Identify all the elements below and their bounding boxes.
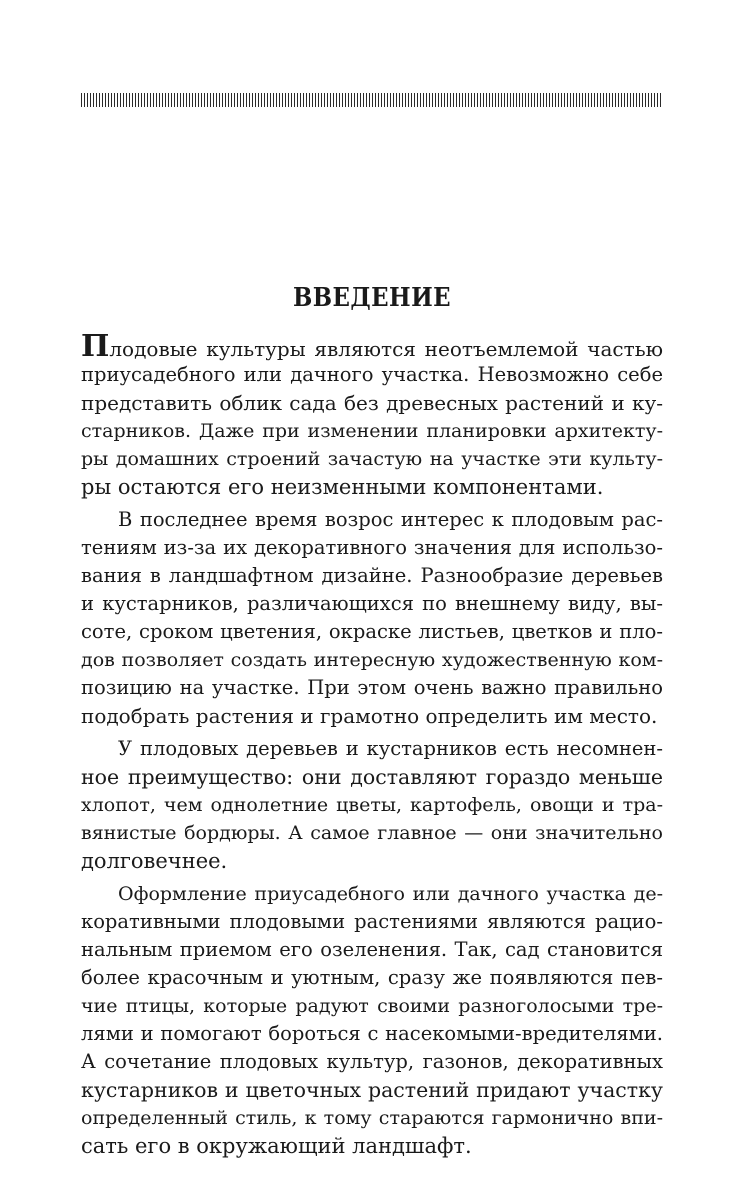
text-line: более красочным и уютным, сразу же появляются пев- bbox=[81, 966, 663, 989]
text-line: подобрать растения и грамотно определить им место. bbox=[81, 704, 658, 728]
text-line: дов позволяет создать интересную художественную ком- bbox=[81, 649, 663, 671]
text-line: приусадебного или дачного участка. Невозможно себе bbox=[81, 363, 663, 386]
text-line: Оформление приусадебного или дачного участка де- bbox=[118, 883, 663, 905]
text-line: старников. Даже при изменении планировки архитекту- bbox=[81, 420, 663, 442]
text-line: долговечнее. bbox=[81, 849, 228, 873]
text-line: У плодовых деревьев и кустарников есть несомнен- bbox=[118, 737, 663, 760]
chapter-title: ВВЕДЕНИЕ bbox=[292, 283, 452, 313]
paragraph-2 bbox=[81, 506, 663, 730]
text-line: ное преимущество: они доставляют гораздо меньше bbox=[81, 765, 663, 789]
paragraph-1 bbox=[81, 333, 663, 501]
drop-cap: П bbox=[81, 333, 110, 361]
text-line: сать его в окружающий ландшафт. bbox=[81, 1134, 472, 1158]
paragraph-4 bbox=[81, 880, 663, 1160]
text-line: Плодовые культуры являются неотъемлемой частью bbox=[81, 333, 663, 361]
text-line: вянистые бордюры. А самое главное — они значительно bbox=[81, 822, 663, 844]
text-line: позицию на участке. При этом очень важно правильно bbox=[81, 676, 663, 699]
text-line: лями и помогают бороться с насекомыми-вредителями. bbox=[81, 1022, 663, 1045]
text-line: ры домашних строений зачастую на участке эти культу- bbox=[81, 448, 663, 470]
paragraph-3 bbox=[81, 735, 663, 875]
text-line: представить облик сада без древесных растений и ку- bbox=[81, 391, 663, 415]
text-line: и кустарников, различающихся по внешнему виду, вы- bbox=[81, 592, 663, 615]
text-line: коративными плодовыми растениями являются рацио- bbox=[81, 910, 663, 933]
text-line: вания в ландшафтном дизайне. Разнообразие деревьев bbox=[81, 564, 663, 587]
top-decorative-rule bbox=[81, 93, 663, 107]
body-text bbox=[81, 333, 663, 1165]
text-line: В последнее время возрос интерес к плодовым рас- bbox=[118, 508, 663, 531]
text-line: хлопот, чем однолетние цветы, картофель, овощи и тра- bbox=[81, 794, 663, 816]
text-line: А сочетание плодовых культур, газонов, декоративных bbox=[81, 1050, 663, 1073]
text-line: соте, сроком цветения, окраске листьев, цветков и пло- bbox=[81, 620, 663, 643]
text-line: чие птицы, которые радуют своими разноголосыми тре- bbox=[81, 995, 663, 1017]
text-line: нальным приемом его озеленения. Так, сад становится bbox=[81, 938, 663, 961]
text-line: определенный стиль, к тому стараются гармонично впи- bbox=[81, 1107, 663, 1129]
text-line: тениям из-за их декоративного значения для использо- bbox=[81, 536, 663, 559]
text-line: ры остаются его неизменными компонентами. bbox=[81, 475, 604, 499]
text-line: кустарников и цветочных растений придают участку bbox=[81, 1078, 663, 1102]
